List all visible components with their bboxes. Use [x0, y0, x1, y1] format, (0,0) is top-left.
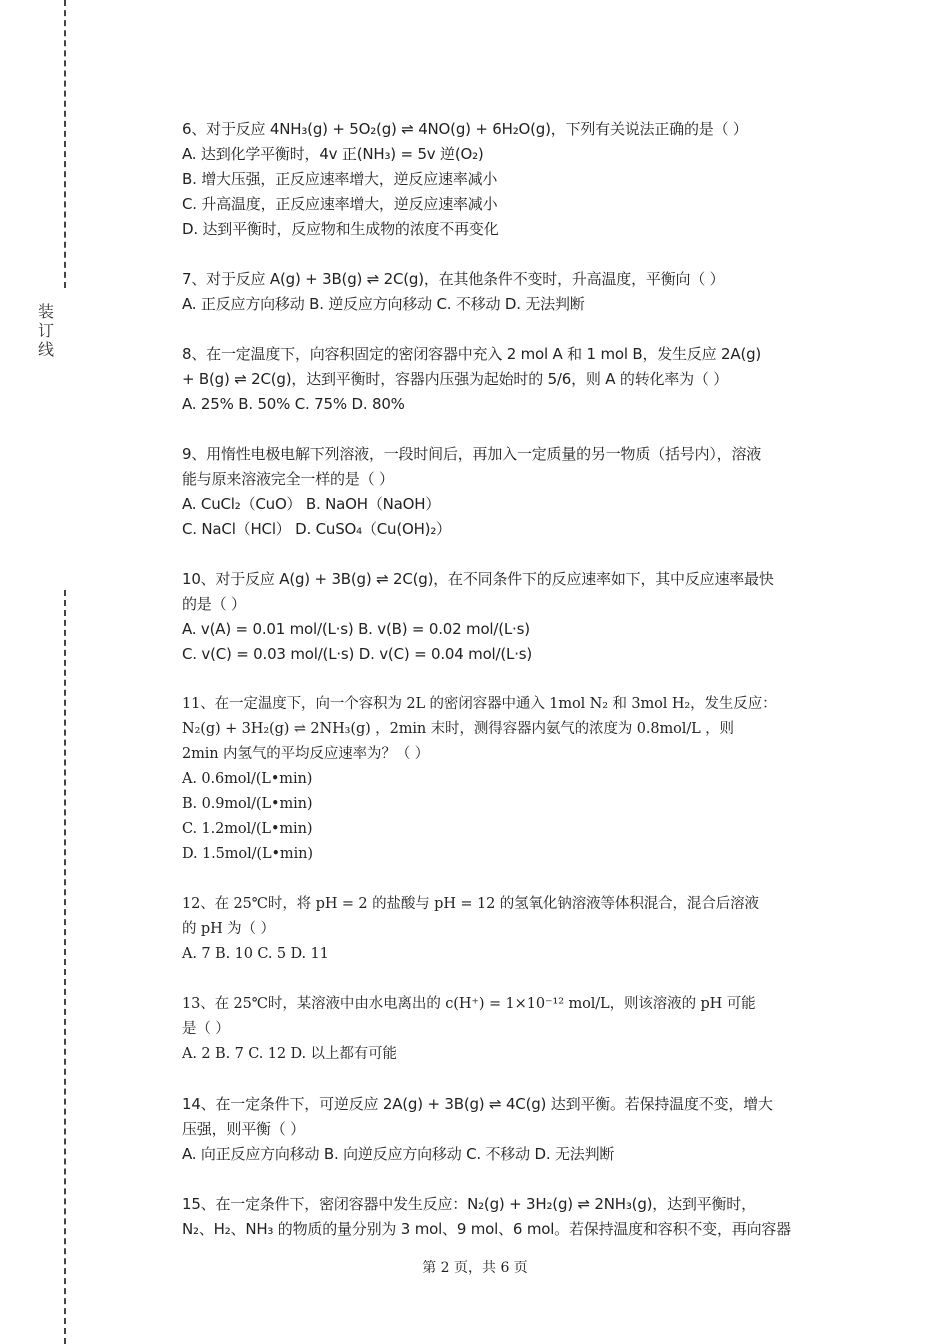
question-line: A. CuCl₂（CuO） B. NaOH（NaOH）: [182, 495, 441, 513]
question-line: A. 25% B. 50% C. 75% D. 80%: [182, 395, 405, 413]
question-line: 能与原来溶液完全一样的是（ ）: [182, 470, 394, 488]
question-line: C. v(C) = 0.03 mol/(L·s) D. v(C) = 0.04 mol/(L·s): [182, 645, 533, 663]
question-line: A. v(A) = 0.01 mol/(L·s) B. v(B) = 0.02 mol/(L·s): [182, 620, 530, 638]
binding-dashed-line-bottom: [64, 590, 66, 1344]
question-list: [182, 117, 842, 1267]
question-line: D. 1.5mol/(L•min): [182, 846, 313, 862]
binding-label-char: 订: [37, 321, 54, 340]
question-stem: 14、在一定条件下，可逆反应 2A(g) + 3B(g) ⇌ 4C(g) 达到平衡。若保持温度不变，增大: [182, 1095, 773, 1113]
question-stem: 9、用惰性电极电解下列溶液，一段时间后，再加入一定质量的另一物质（括号内），溶液: [182, 445, 762, 463]
question-stem: 15、在一定条件下，密闭容器中发生反应：N₂(g) + 3H₂(g) ⇌ 2NH₃(g)，达到平衡时，: [182, 1195, 756, 1213]
binding-dashed-line-top: [64, 0, 66, 288]
binding-label: [36, 302, 56, 359]
question-line: C. 升高温度，正反应速率增大，逆反应速率减小: [182, 195, 498, 213]
question-line: A. 达到化学平衡时，4v 正(NH₃) = 5v 逆(O₂): [182, 145, 484, 163]
question-line: A. 2 B. 7 C. 12 D. 以上都有可能: [182, 1046, 397, 1062]
question-stem: 10、对于反应 A(g) + 3B(g) ⇌ 2C(g)，在不同条件下的反应速率如下，其中反应速率最快: [182, 570, 774, 588]
question-q7: [182, 267, 842, 317]
question-line: C. NaCl（HCl） D. CuSO₄（Cu(OH)₂）: [182, 520, 451, 538]
question-line: N₂、H₂、NH₃ 的物质的量分别为 3 mol、9 mol、6 mol。若保持温度和容积不变，再向容器: [182, 1220, 791, 1238]
question-line: D. 达到平衡时，反应物和生成物的浓度不再变化: [182, 220, 499, 238]
question-stem: 6、对于反应 4NH₃(g) + 5O₂(g) ⇌ 4NO(g) + 6H₂O(g)，下列有关说法正确的是（ ）: [182, 120, 748, 138]
question-stem: 11、在一定温度下，向一个容积为 2L 的密闭容器中通入 1mol N₂ 和 3mol H₂，发生反应：: [182, 696, 777, 712]
binding-label-char: 线: [37, 340, 54, 359]
question-stem: 8、在一定温度下，向容积固定的密闭容器中充入 2 mol A 和 1 mol B，发生反应 2A(g): [182, 345, 762, 363]
question-line: 压强，则平衡（ ）: [182, 1120, 305, 1138]
question-line: 的是（ ）: [182, 595, 246, 613]
question-line: N₂(g) + 3H₂(g) ⇌ 2NH₃(g) ，2min 末时，测得容器内氨气的浓度为 0.8mol/L ，则: [182, 721, 734, 737]
question-stem: 12、在 25℃时，将 pH = 2 的盐酸与 pH = 12 的氢氧化钠溶液等体积混合，混合后溶液: [182, 896, 759, 912]
question-q9: [182, 442, 842, 542]
question-stem: 7、对于反应 A(g) + 3B(g) ⇌ 2C(g)，在其他条件不变时，升高温度，平衡向（ ）: [182, 270, 725, 288]
question-q10: [182, 567, 842, 667]
question-line: B. 0.9mol/(L•min): [182, 796, 313, 812]
page-footer: 第 2 页，共 6 页: [422, 1260, 528, 1276]
question-q12: [182, 892, 842, 967]
question-q6: [182, 117, 842, 242]
question-line: A. 向正反应方向移动 B. 向逆反应方向移动 C. 不移动 D. 无法判断: [182, 1145, 615, 1163]
question-line: A. 正反应方向移动 B. 逆反应方向移动 C. 不移动 D. 无法判断: [182, 295, 585, 313]
binding-label-char: 装: [37, 302, 54, 321]
question-line: C. 1.2mol/(L•min): [182, 821, 313, 837]
question-q13: [182, 992, 842, 1067]
question-line: 的 pH 为（ ）: [182, 921, 275, 937]
question-q15: [182, 1192, 842, 1242]
question-line: A. 7 B. 10 C. 5 D. 11: [182, 946, 329, 962]
question-line: + B(g) ⇌ 2C(g)，达到平衡时，容器内压强为起始时的 5/6，则 A 的转化率为（ ）: [182, 370, 729, 388]
question-stem: 13、在 25℃时，某溶液中由水电离出的 c(H⁺) = 1×10⁻¹² mol/L，则该溶液的 pH 可能: [182, 996, 756, 1012]
question-line: B. 增大压强，正反应速率增大，逆反应速率减小: [182, 170, 498, 188]
question-q11: [182, 692, 842, 867]
question-line: A. 0.6mol/(L•min): [182, 771, 313, 787]
question-line: 是（ ）: [182, 1021, 230, 1037]
question-q14: [182, 1092, 842, 1167]
question-q8: [182, 342, 842, 417]
question-line: 2min 内氢气的平均反应速率为？（ ）: [182, 746, 430, 762]
